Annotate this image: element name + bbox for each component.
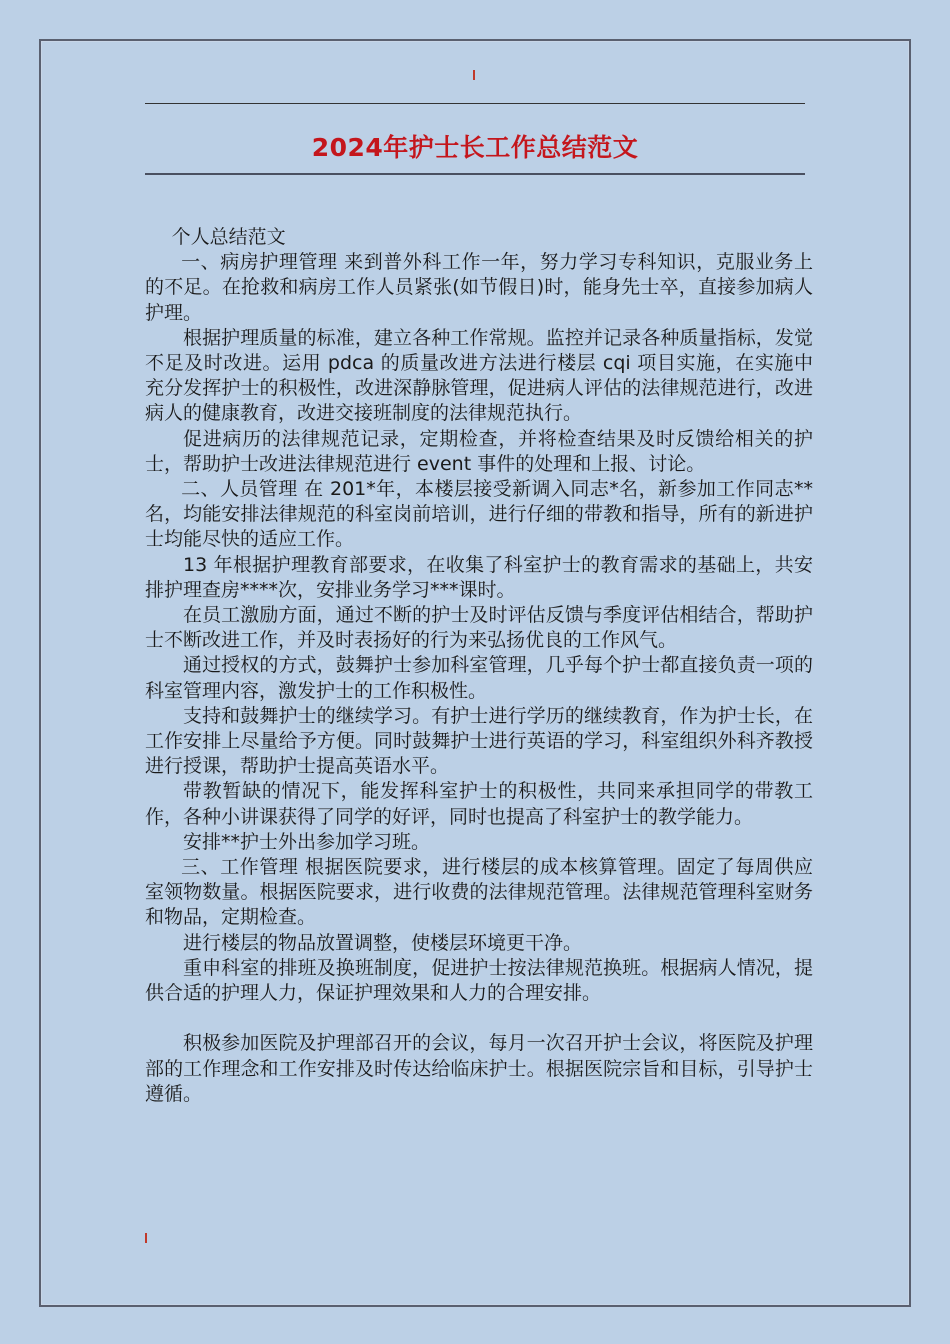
paragraph: 进行楼层的物品放置调整，使楼层环境更干净。: [183, 931, 583, 954]
paragraph-section-2: 二、人员管理 在 201*年，本楼层接受新调入同志*名，新参加工作同志**名，均能安排法律规范的科室岗前培训，进行仔细的带教和指导，所有的新进护士均能尽快的适应工作。: [145, 478, 813, 551]
footer-mark: [145, 1233, 147, 1243]
paragraph: 积极参加医院及护理部召开的会议，每月一次召开护士会议，将医院及护理部的工作理念和工作安排及时传达给临床护士。根据医院宗旨和目标，引导护士遵循。: [145, 1032, 813, 1105]
paragraph: 安排**护士外出参加学习班。: [183, 830, 431, 853]
header-rule: [145, 103, 805, 104]
paragraph-gap: [145, 1006, 813, 1031]
paragraph: 支持和鼓舞护士的继续学习。有护士进行学历的继续教育，作为护士长，在工作安排上尽量给予方便。同时鼓舞护士进行英语的学习，科室组织外科齐教授进行授课，帮助护士提高英语水平。: [145, 704, 813, 778]
paragraph: 通过授权的方式，鼓舞护士参加科室管理，几乎每个护士都直接负责一项的科室管理内容，激发护士的工作积极性。: [145, 654, 813, 702]
title-rule: [145, 173, 805, 175]
paragraph: 在员工激励方面，通过不断的护士及时评估反馈与季度评估相结合，帮助护士不断改进工作，并及时表扬好的行为来弘扬优良的工作风气。: [145, 604, 813, 652]
paragraph: 带教暂缺的情况下，能发挥科室护士的积极性，共同来承担同学的带教工作，各种小讲课获得了同学的好评，同时也提高了科室护士的教学能力。: [145, 780, 813, 828]
document-title: 2024年护士长工作总结范文: [311, 133, 639, 162]
paragraph: 重申科室的排班及换班制度，促进护士按法律规范换班。根据病人情况，提供合适的护理人力，保证护理效果和人力的合理安排。: [145, 956, 813, 1005]
paragraph: 促进病历的法律规范记录，定期检查，并将检查结果及时反馈给相关的护士，帮助护士改进法律规范进行 event 事件的处理和上报、讨论。: [145, 427, 813, 475]
paragraph-section-1: 一、病房护理管理 来到普外科工作一年，努力学习专科知识，克服业务上的不足。在抢救和病房工作人员紧张(如节假日)时，能身先士卒，直接参加病人护理。: [145, 251, 813, 324]
paragraph: 13 年根据护理教育部要求，在收集了科室护士的教育需求的基础上，共安排护理查房****次，安排业务学习***课时。: [145, 553, 813, 601]
header-mark: [473, 70, 475, 80]
paragraph: 根据护理质量的标准，建立各种工作常规。监控并记录各种质量指标，发觉不足及时改进。运用 pdca 的质量改进方法进行楼层 cqi 项目实施，在实施中充分发挥护士的积极性，改进深静脉管理，促进病人评估的法律规范进行，改进病人的健康教育，改进交接班制度的法律规范执行。: [145, 326, 813, 425]
paragraph-section-3: 三、工作管理 根据医院要求，进行楼层的成本核算管理。固定了每周供应室领物数量。根据医院要求，进行收费的法律规范管理。法律规范管理科室财务和物品，定期检查。: [145, 856, 813, 929]
paragraph-intro: 个人总结范文: [171, 226, 286, 248]
document-body: [145, 225, 813, 1107]
